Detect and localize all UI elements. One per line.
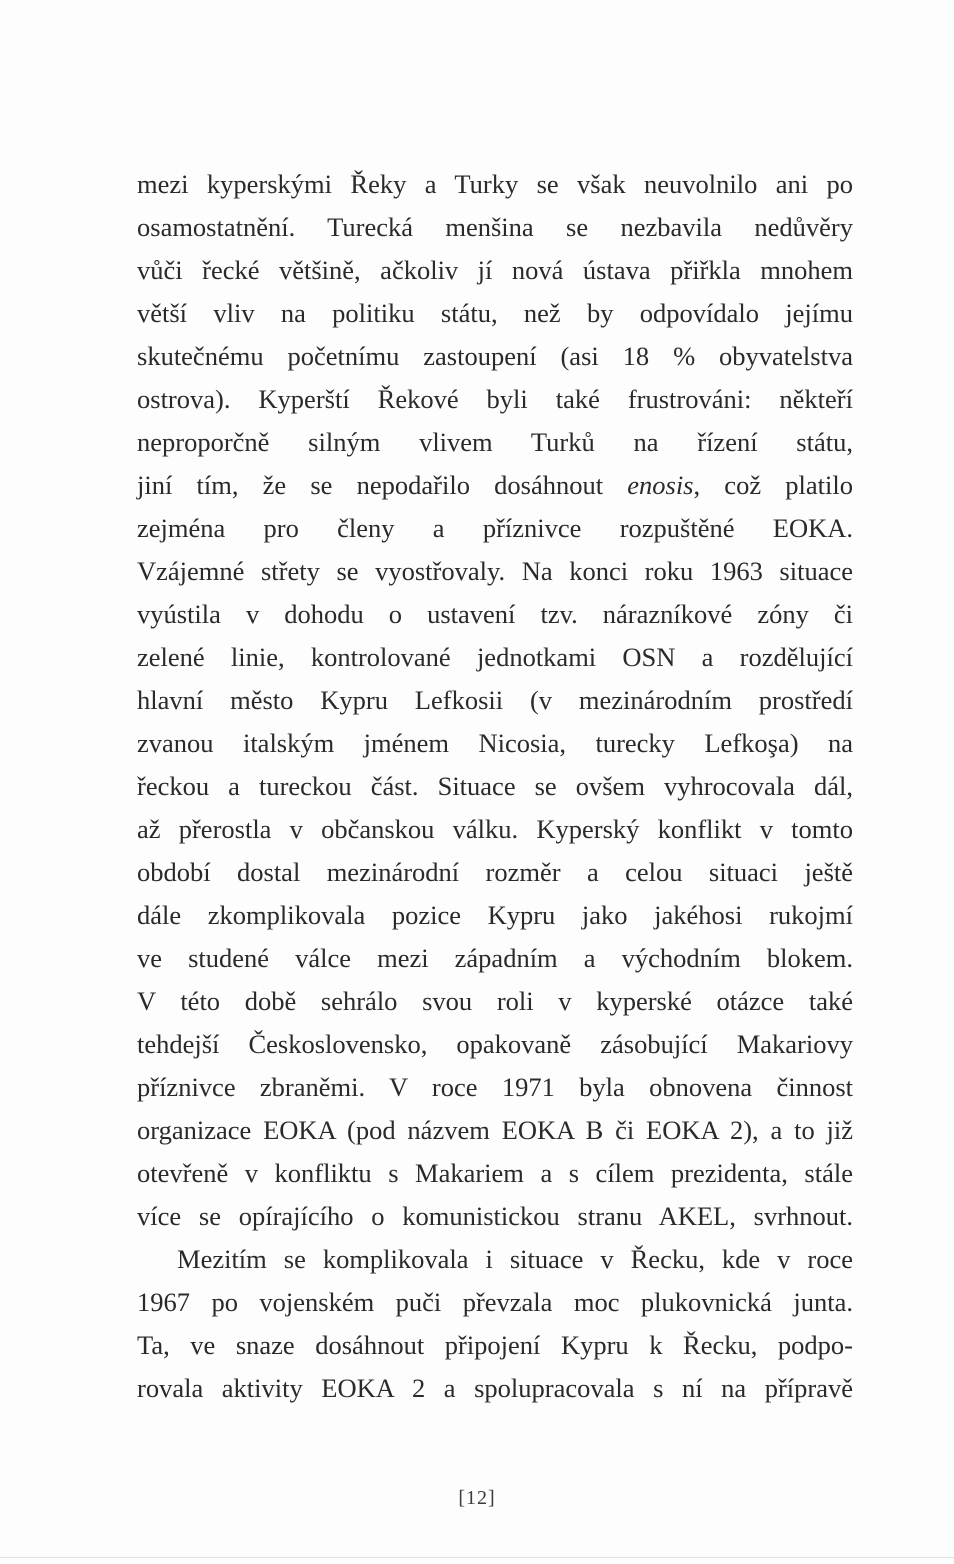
text-line: V této době sehrálo svou roli v kyperské otázce také	[137, 986, 853, 1016]
page-number: [12]	[458, 1487, 496, 1509]
paragraph-1	[137, 163, 853, 1238]
text-line: osamostatnění. Turecká menšina se nezbavila nedůvěry	[137, 212, 853, 242]
text-line: řeckou a tureckou část. Situace se ovšem vyhrocovala dál,	[137, 771, 853, 801]
text-line: neproporčně silným vlivem Turků na řízení státu,	[137, 427, 853, 457]
text-line: více se opírajícího o komunistickou stranu AKEL, svrhnout.	[137, 1201, 853, 1231]
text-line: období dostal mezinárodní rozměr a celou situaci ještě	[137, 857, 853, 887]
text-line: tehdejší Československo, opakovaně zásobující Makariovy	[137, 1029, 853, 1059]
body-text	[137, 163, 853, 1410]
text-line: ve studené válce mezi západním a východním blokem.	[137, 943, 853, 973]
text-line: Mezitím se komplikovala i situace v Řecku, kde v roce	[177, 1244, 853, 1274]
italic-term: enosis	[627, 470, 694, 500]
text-line: zejména pro členy a příznivce rozpuštěné EOKA.	[137, 513, 853, 543]
text-line: vůči řecké většině, ačkoliv jí nová ústava přiřkla mnohem	[137, 255, 853, 285]
text-line: Vzájemné střety se vyostřovaly. Na konci roku 1963 situace	[137, 556, 853, 586]
scan-edge-line	[0, 1557, 954, 1558]
text-line: zvanou italským jménem Nicosia, turecky Lefkoşa) na	[137, 728, 853, 758]
text-line: skutečnému početnímu zastoupení (asi 18 % obyvatelstva	[137, 341, 853, 371]
text-line-with-italic: jiní tím, že se nepodařilo dosáhnout enosis, což platilo	[137, 470, 853, 500]
text-line: až přerostla v občanskou válku. Kyperský konflikt v tomto	[137, 814, 853, 844]
text-line: vyústila v dohodu o ustavení tzv. nárazníkové zóny či	[137, 599, 853, 629]
text-line: zelené linie, kontrolované jednotkami OSN a rozdělující	[137, 642, 853, 672]
text-line: Ta, ve snaze dosáhnout připojení Kypru k Řecku, podpo-	[137, 1330, 853, 1360]
text-line: rovala aktivity EOKA 2 a spolupracovala s ní na přípravě	[137, 1373, 853, 1403]
text-line: mezi kyperskými Řeky a Turky se však neuvolnilo ani po	[137, 169, 853, 199]
text-line: větší vliv na politiku státu, než by odpovídalo jejímu	[137, 298, 853, 328]
text-line: dále zkomplikovala pozice Kypru jako jakéhosi rukojmí	[137, 900, 853, 930]
text-line: organizace EOKA (pod názvem EOKA B či EOKA 2), a to již	[137, 1115, 853, 1145]
text-line: hlavní město Kypru Lefkosii (v mezinárodním prostředí	[137, 685, 853, 715]
paragraph-2	[137, 1238, 853, 1410]
text-line: 1967 po vojenském puči převzala moc plukovnická junta.	[137, 1287, 853, 1317]
text-line: otevřeně v konfliktu s Makariem a s cílem prezidenta, stále	[137, 1158, 853, 1188]
text-line: ostrova). Kyperští Řekové byli také frustrováni: někteří	[137, 384, 853, 414]
text-line: příznivce zbraněmi. V roce 1971 byla obnovena činnost	[137, 1072, 853, 1102]
